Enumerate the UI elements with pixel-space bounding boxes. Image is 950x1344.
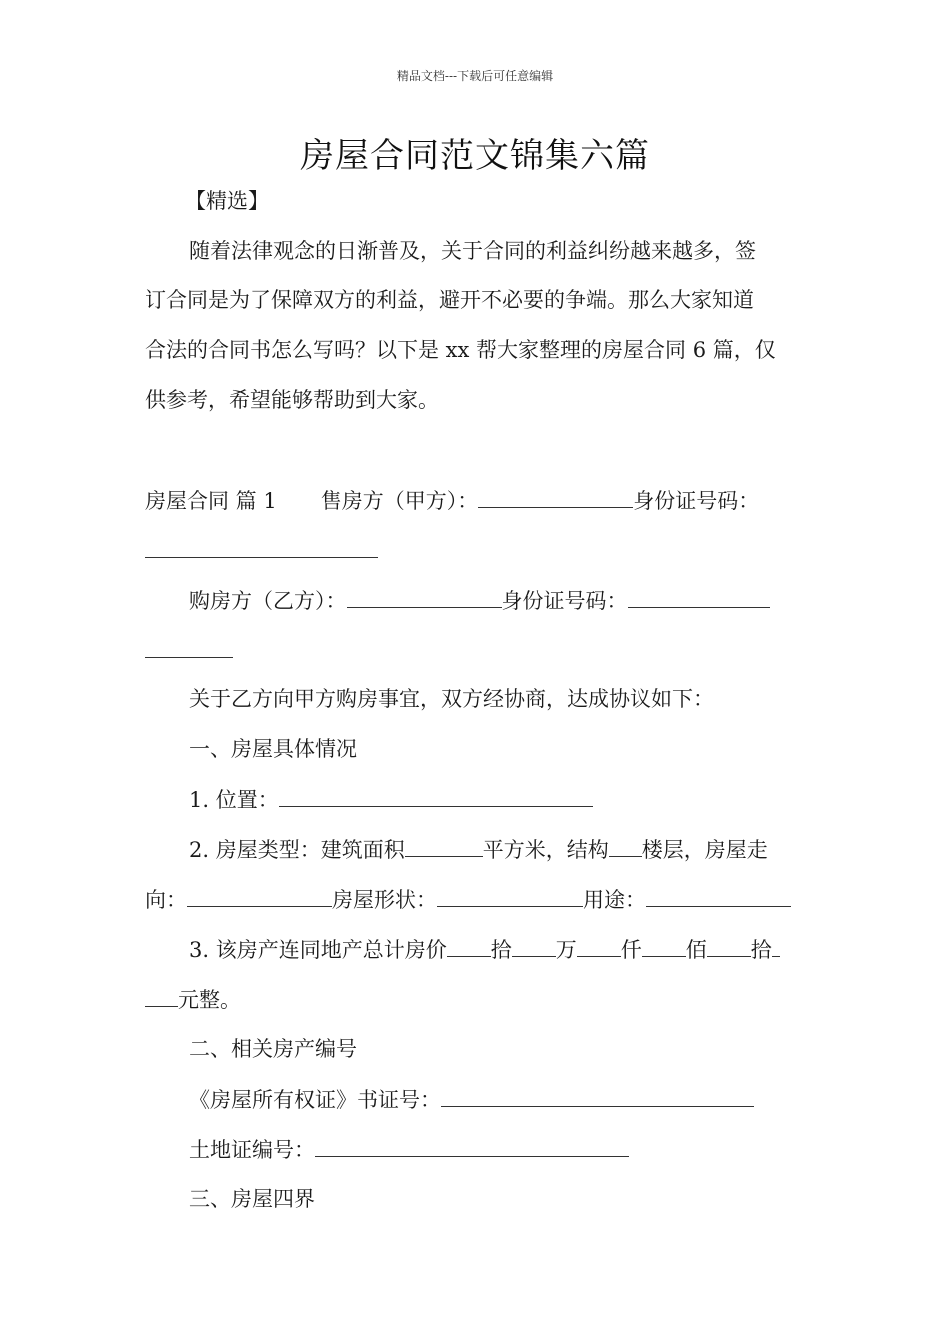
direction-label: 向： bbox=[145, 888, 187, 912]
intro-line-4: 供参考，希望能够帮助到大家。 bbox=[145, 388, 439, 412]
section-3-heading: 三、房屋四界 bbox=[189, 1187, 315, 1211]
buyer-id-label: 身份证号码： bbox=[501, 589, 628, 613]
land-cert-label: 土地证编号： bbox=[189, 1138, 315, 1162]
tag-label: 【精选】 bbox=[185, 189, 269, 213]
price-blank-1[interactable] bbox=[447, 934, 491, 957]
unit-qian: 仟 bbox=[620, 938, 642, 962]
buyer-line bbox=[189, 585, 815, 616]
unit-bai: 佰 bbox=[685, 938, 707, 962]
location-line bbox=[189, 784, 815, 815]
house-type-label: 2. 房屋类型：建筑面积 bbox=[189, 838, 405, 862]
land-cert-blank[interactable] bbox=[315, 1134, 629, 1157]
unit-shi: 拾 bbox=[490, 938, 512, 962]
section-1-heading: 一、房屋具体情况 bbox=[189, 737, 357, 761]
buyer-id-blank[interactable] bbox=[628, 585, 770, 608]
price-line bbox=[189, 934, 815, 965]
certificate-line bbox=[189, 1084, 815, 1115]
direction-line bbox=[145, 884, 815, 915]
unit-wan: 万 bbox=[555, 938, 577, 962]
price-blank-6-continued[interactable] bbox=[145, 984, 178, 1007]
unit-shi-2: 拾 bbox=[750, 938, 772, 962]
seller-id-label: 身份证号码： bbox=[633, 489, 760, 513]
buyer-id-blank-continued[interactable] bbox=[145, 635, 233, 658]
seller-id-line bbox=[145, 535, 815, 566]
page-header: 精品文档---下载后可任意编辑 bbox=[396, 69, 554, 83]
price-blank-4[interactable] bbox=[642, 934, 686, 957]
buyer-id-line bbox=[145, 635, 815, 666]
price-blank-2[interactable] bbox=[512, 934, 556, 957]
seller-id-blank[interactable] bbox=[145, 535, 378, 558]
seller-label: 售房方（甲方）： bbox=[320, 489, 479, 513]
shape-label: 房屋形状： bbox=[332, 888, 437, 912]
sqm-label: 平方米，结构 bbox=[482, 838, 609, 862]
price-blank-3[interactable] bbox=[577, 934, 621, 957]
price-blank-6[interactable] bbox=[772, 934, 780, 957]
certificate-blank[interactable] bbox=[441, 1084, 754, 1107]
document-title: 房屋合同范文锦集六篇 bbox=[300, 136, 650, 176]
use-blank[interactable] bbox=[646, 884, 791, 907]
yuan-label: 元整。 bbox=[178, 988, 241, 1012]
agreement-text: 关于乙方向甲方购房事宜，双方经协商，达成协议如下： bbox=[189, 687, 714, 711]
intro-line-1: 随着法律观念的日渐普及，关于合同的利益纠纷越来越多，签 bbox=[189, 239, 756, 263]
shape-blank[interactable] bbox=[437, 884, 583, 907]
seller-name-blank[interactable] bbox=[478, 485, 633, 508]
buyer-name-blank[interactable] bbox=[347, 585, 502, 608]
intro-line-2: 订合同是为了保障双方的利益，避开不必要的争端。那么大家知道 bbox=[145, 288, 754, 312]
land-cert-line bbox=[189, 1134, 815, 1165]
certificate-label: 《房屋所有权证》书证号： bbox=[189, 1088, 441, 1112]
contract-line-seller bbox=[145, 485, 815, 516]
buyer-label: 购房方（乙方）： bbox=[189, 589, 347, 613]
structure-blank[interactable] bbox=[609, 834, 642, 857]
price-label: 3. 该房产连同地产总计房价 bbox=[189, 938, 447, 962]
use-label: 用途： bbox=[583, 888, 646, 912]
intro-line-3: 合法的合同书怎么写吗？以下是 xx 帮大家整理的房屋合同 6 篇，仅 bbox=[145, 338, 776, 362]
price-line-end bbox=[145, 984, 815, 1015]
floor-label: 楼层，房屋走 bbox=[641, 838, 768, 862]
direction-blank[interactable] bbox=[187, 884, 332, 907]
house-type-line bbox=[189, 834, 815, 865]
location-label: 1. 位置： bbox=[189, 788, 279, 812]
area-blank[interactable] bbox=[405, 834, 483, 857]
price-blank-5[interactable] bbox=[707, 934, 751, 957]
location-blank[interactable] bbox=[279, 784, 593, 807]
contract-heading: 房屋合同 篇 1 bbox=[145, 489, 277, 513]
section-2-heading: 二、相关房产编号 bbox=[189, 1037, 357, 1061]
